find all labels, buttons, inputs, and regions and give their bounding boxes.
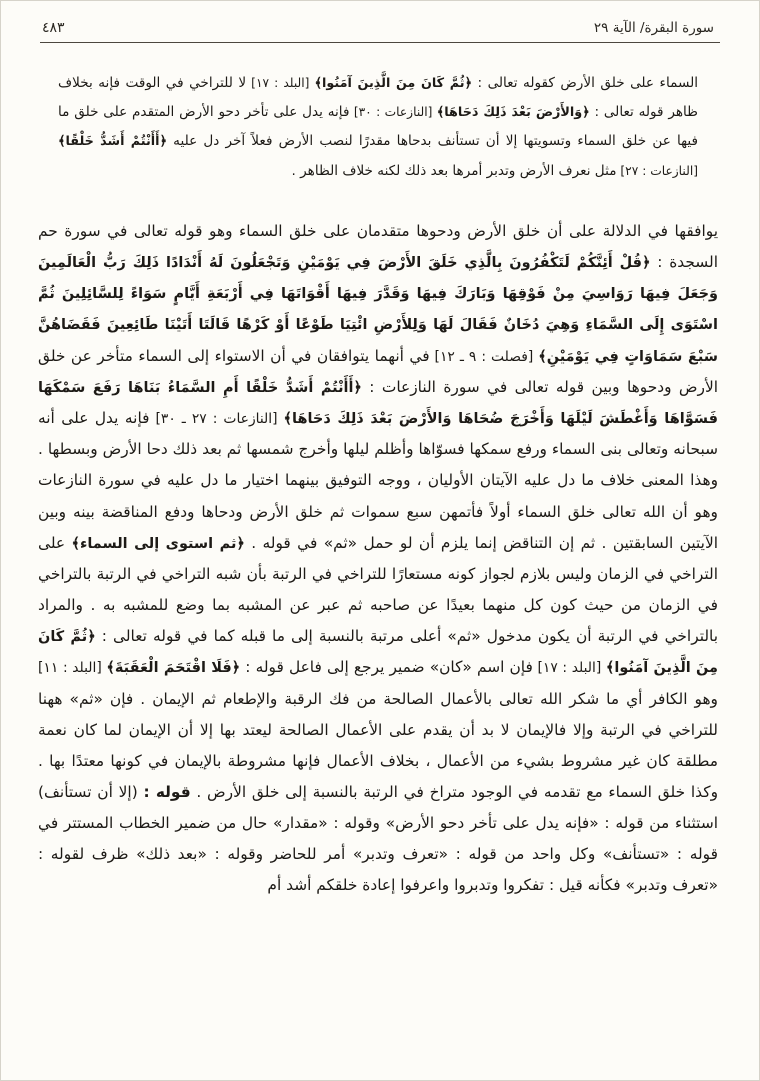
body-text: فإنه يدل على تأخر دحو الأرض المتقدم على خلق ما فيها عن خلق السماء وتسويتها إلا أن تستأنف بدحاها مقدرًا لنصب الأرض فعلاً آخر دل عليه	[58, 104, 699, 150]
verse-reference: [النازعات : ٣٠]	[349, 105, 437, 120]
quran-quote: ﴿وَالأَرْضَ بَعْدَ ذَلِكَ دَحَاهَا﴾	[436, 105, 590, 121]
body-text: السماء على خلق الأرض كقوله تعالى :	[471, 75, 698, 91]
bold-lemma: قوله :	[143, 782, 191, 801]
body-text: فإنه يدل على أنه سبحانه وتعالى بنى السماء ورفع سمكها فسوّاها وأظلم ليلها وأخرج شمسها ثم بعد ذلك دحا الأرض وبسطها . وهذا المعنى خلاف ما دل عليه الآيتان الأوليان ، ووجه التوفيق بينهما اختيار ما دل عليه في سورة النازعات وهو أن الله تعالى خلق السماء أولاً فأتمهن سبع سموات ثم خلق الأرض ودحاها ودفع المناقضة بينه وبين الآيتين السابقتين . ثم إن التناقض إنما يلزم أن لو حمل «ثم» في قوله .	[38, 409, 718, 552]
body-text: وهو الكافر أي ما شكر الله تعالى بالأعمال الصالحة من فك الرقبة والإطعام ثم الإيمان . فإن «ثم» ههنا للتراخي في الرتبة وإلا فالإيمان لا بد أن يقدم على الأعمال الصالحة ليعتد بها إلا أن الإيمان لما كان نعمة مطلقة كان غير مشروط بشيء من الأعمال ، بخلاف الأعمال فإنها مشروطة بالإيمان في كونها معتدًا بها . وكذا خلق السماء مع تقدمه في الوجود متراخ في الرتبة بالنسبة إلى خلق الأرض .	[38, 689, 719, 801]
commentary-main-block	[38, 216, 718, 901]
verse-reference: [فصلت : ٩ ـ ١٢]	[429, 348, 539, 365]
page-number: ٤٨٣	[42, 20, 65, 36]
quran-quote: ﴿ثُمَّ كَانَ مِنَ الَّذِينَ آمَنُوا﴾	[314, 76, 472, 91]
verse-reference: [النازعات : ٢٧ ـ ٣٠]	[149, 411, 284, 428]
header-rule	[40, 42, 720, 43]
verse-reference: [البلد : ١١]	[38, 660, 107, 677]
body-text: على التراخي في الزمان وليس بلازم لجواز كونه مستعارًا للتراخي في الرتبة بأن شبه التراخي في الرتبة بالتراخي في الزمان من حيث كون كل منهما بعيدًا عن صاحبه ثم عبر عن المشبه بما وضع للمشبه به . والمراد بالتراخي في الرتبة أن يكون مدخول «ثم» أعلى مرتبة بالنسبة إلى ما قبله كما في قوله تعالى :	[38, 533, 718, 646]
body-text: لا للتراخي في الوقت فإنه بخلاف ظاهر قوله تعالى :	[58, 75, 698, 121]
body-text: مثل نعرف الأرض وتدبر أمرها بعد ذلك لكنه خلاف الظاهر .	[291, 162, 617, 179]
running-header-title: سورة البقرة/ الآية ٢٩	[593, 20, 714, 36]
quran-quote: ﴿قُلْ أَئِنَّكُمْ لَتَكْفُرُونَ بِالَّذِي خَلَقَ الأَرْضَ فِي يَوْمَيْنِ وَتَجْعَلُونَ لَهُ أَنْدَادًا ذَلِكَ رَبُّ الْعَالَمِينَ وَجَعَلَ فِيهَا رَوَاسِيَ مِنْ فَوْقِهَا وَبَارَكَ فِيهَا وَقَدَّرَ فِيهَا أَقْوَاتَهَا فِي أَرْبَعَةِ أَيَّامٍ سَوَاءً لِلسَّائِلِينَ ثُمَّ اسْتَوَى إِلَى السَّمَاءِ وَهِيَ دُخَانٌ فَقَالَ لَهَا وَلِلأَرْضِ ائْتِيَا طَوْعًا أَوْ كَرْهًا قَالَتَا أَتَيْنَا طَائِعِينَ فَقَضَاهُنَّ سَبْعَ سَمَاوَاتٍ فِي يَوْمَيْنِ﴾	[38, 254, 718, 365]
body-text: يوافقها في الدلالة على أن خلق الأرض ودحوها متقدمان على خلق السماء وهو قوله تعالى في سورة حم السجدة :	[38, 221, 719, 271]
commentary-intro-block	[58, 69, 698, 186]
body-text: في أنهما يتوافقان في أن الاستواء إلى السماء متأخر عن خلق الأرض ودحوها وبين قوله تعالى في سورة النازعات :	[38, 346, 718, 396]
quran-quote: ﴿أَأَنْتُمْ أَشَدُّ خَلْقًا أَمِ السَّمَاءُ بَنَاهَا رَفَعَ سَمْكَهَا فَسَوَّاهَا وَأَغْطَشَ لَيْلَهَا وَأَخْرَجَ ضُحَاهَا وَالأَرْضَ بَعْدَ ذَلِكَ دَحَاهَا﴾	[38, 379, 718, 428]
quran-quote: ﴿أَأَنْتُمْ أَشَدُّ خَلْقًا﴾	[58, 134, 168, 150]
quran-quote: ﴿ثم استوى إلى السماء﴾	[71, 535, 245, 552]
verse-reference: [النازعات : ٢٧]	[616, 163, 698, 178]
body-text: (إلا أن تستأنف) استثناء من قوله : «فإنه يدل على تأخر دحو الأرض» وقوله : «مقدار» حال من ضمير الخطاب المستتر في قوله : «تستأنف» وكل واحد من قوله : «تعرف وتدبر» أمر للحاضر وقوله : «بعد ذلك» ظرف لقوله : «تعرف وتدبر» فكأنه قيل : تفكروا وتدبروا واعرفوا إعادة خلقكم أشد أم	[38, 782, 718, 895]
body-text: فإن اسم «كان» ضمير يرجع إلى فاعل قوله :	[240, 658, 533, 677]
running-header	[0, 0, 760, 42]
verse-reference: [البلد : ١٧]	[532, 660, 606, 677]
verse-reference: [البلد : ١٧]	[246, 76, 315, 90]
quran-quote: ﴿ثُمَّ كَانَ مِنَ الَّذِينَ آمَنُوا﴾	[38, 629, 718, 677]
quran-quote: ﴿فَلَا اقْتَحَمَ الْعَقَبَةَ﴾	[106, 660, 241, 677]
